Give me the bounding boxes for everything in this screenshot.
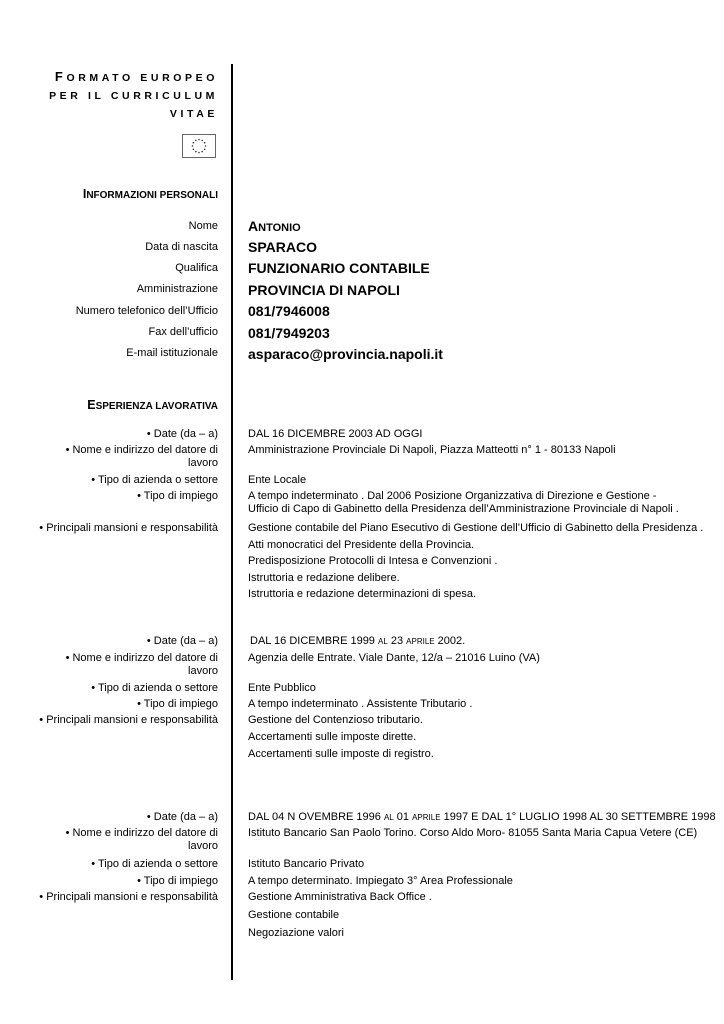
value-nome: ANTONIO: [248, 218, 301, 234]
job3-employment: A tempo determinato. Impiegato 3° Area Professionale: [248, 875, 513, 887]
job2-employer: Agenzia delle Entrate. Viale Dante, 12/a – 21016 Luino (VA): [248, 652, 540, 664]
label-fax: Fax dell’ufficio: [148, 326, 218, 338]
job1-duty-5: Istruttoria e redazione determinazioni di spesa.: [248, 588, 477, 600]
section-experience: ESPERIENZA LAVORATIVA: [87, 398, 218, 412]
job1-label-sector: • Tipo di azienda o settore: [91, 474, 218, 486]
job2-duty-3: Accertamenti sulle imposte di registro.: [248, 748, 434, 760]
job2-label-duties: • Principali mansioni e responsabilità: [39, 714, 218, 726]
value-telefono: 081/7946008: [248, 303, 330, 319]
job3-sector: Istituto Bancario Privato: [248, 858, 365, 870]
label-email: E-mail istituzionale: [126, 347, 218, 359]
value-qualifica: FUNZIONARIO CONTABILE: [248, 260, 430, 276]
job3-date: DAL 04 N OVEMBRE 1996 AL 01 APRILE 1997 E DAL 1° LUGLIO 1998 AL 30 SETTEMBRE 1998: [248, 811, 716, 823]
label-nome: Nome: [188, 220, 218, 232]
job1-employer: Amministrazione Provinciale Di Napoli, Piazza Matteotti n° 1 - 80133 Napoli: [248, 444, 616, 456]
job1-duty-3: Predisposizione Protocolli di Intesa e Convenzioni .: [248, 555, 498, 567]
job1-duty-2: Atti monocratici del Presidente della Provincia.: [248, 539, 475, 551]
job3-label-sector: • Tipo di azienda o settore: [91, 858, 218, 870]
job3-label-employer: • Nome e indirizzo del datore di lavoro: [65, 827, 218, 852]
title-line-1: FORMATO EUROPEO: [54, 69, 218, 84]
label-data-nascita: Data di nascita: [145, 241, 218, 253]
value-amministrazione: PROVINCIA DI NAPOLI: [248, 282, 400, 298]
job3-label-duties: • Principali mansioni e responsabilità: [39, 891, 218, 903]
job2-date: DAL 16 DICEMBRE 1999 AL 23 APRILE 2002.: [250, 635, 466, 647]
job3-duty-3: Negoziazione valori: [248, 927, 344, 939]
job3-label-employment: • Tipo di impiego: [137, 875, 218, 887]
eu-stars-icon: [183, 135, 215, 157]
job3-label-date: • Date (da – a): [146, 811, 218, 823]
job2-label-sector: • Tipo di azienda o settore: [91, 682, 218, 694]
job2-label-employer: • Nome e indirizzo del datore di lavoro: [65, 652, 218, 677]
job2-label-date: • Date (da – a): [146, 635, 218, 647]
job3-employer: Istituto Bancario San Paolo Torino. Corso Aldo Moro- 81055 Santa Maria Capua Vetere (CE): [248, 827, 698, 839]
title-line-3: VITAE: [169, 108, 218, 120]
job1-label-date: • Date (da – a): [146, 428, 218, 440]
job2-sector: Ente Pubblico: [248, 682, 316, 694]
job3-duty-2: Gestione contabile: [248, 909, 340, 921]
job2-duty-1: Gestione del Contenzioso tributario.: [248, 714, 423, 726]
job1-duty-1: Gestione contabile del Piano Esecutivo di Gestione dell’Ufficio di Gabinetto della Presidenza .: [248, 522, 704, 534]
job2-duty-2: Accertamenti sulle imposte dirette.: [248, 731, 417, 743]
job3-duty-1: Gestione Amministrativa Back Office .: [248, 891, 432, 903]
label-qualifica: Qualifica: [175, 262, 218, 274]
job1-sector: Ente Locale: [248, 474, 307, 486]
value-email[interactable]: asparaco@provincia.napoli.it: [248, 346, 443, 362]
vertical-divider: [231, 64, 233, 980]
job2-label-employment: • Tipo di impiego: [137, 698, 218, 710]
job1-label-employer: • Nome e indirizzo del datore di lavoro: [65, 444, 218, 469]
job1-date: DAL 16 DICEMBRE 2003 AD OGGI: [248, 428, 423, 440]
section-personal-info: INFORMAZIONI PERSONALI: [82, 187, 218, 201]
label-telefono: Numero telefonico dell’Ufficio: [75, 305, 218, 317]
eu-flag-icon: [182, 134, 216, 158]
job2-employment: A tempo indeterminato . Assistente Tributario .: [248, 698, 473, 710]
value-fax: 081/7949203: [248, 325, 330, 341]
job1-label-employment: • Tipo di impiego: [137, 490, 218, 502]
job1-duty-4: Istruttoria e redazione delibere.: [248, 572, 400, 584]
label-amministrazione: Amministrazione: [136, 283, 218, 295]
document-title: [49, 68, 218, 123]
value-data-nascita: SPARACO: [248, 239, 317, 255]
job1-employment: A tempo indeterminato . Dal 2006 Posizione Organizzativa di Direzione e Gestione - Ufficio di Capo di Gabinetto della Presidenza dell’Amministrazione Provinciale di Napoli .: [248, 490, 679, 515]
job1-label-duties: • Principali mansioni e responsabilità: [39, 522, 218, 534]
title-line-2: PER IL CURRICULUM: [49, 90, 218, 102]
